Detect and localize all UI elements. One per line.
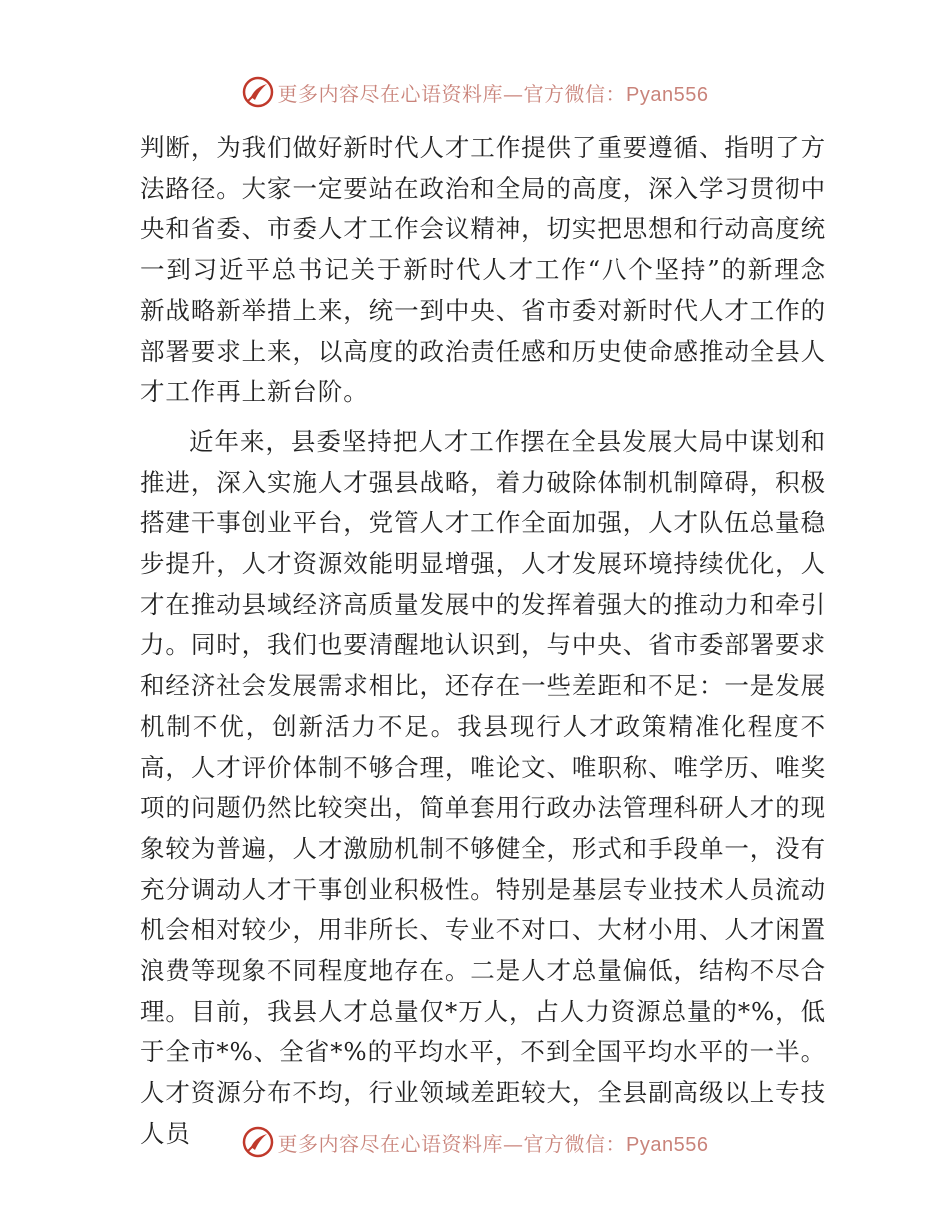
footer-banner [0, 1122, 950, 1162]
logo-icon [242, 1126, 274, 1158]
footer-banner-text: 更多内容尽在心语资料库—官方微信：Pyan556 [277, 1131, 709, 1156]
footer-banner-brand: Pyan556 [626, 1133, 709, 1156]
document-body [140, 128, 826, 1155]
paragraph-1: 判断，为我们做好新时代人才工作提供了重要遵循、指明了方法路径。大家一定要站在政治和全局的高度，深入学习贯彻中央和省委、市委人才工作会议精神，切实把思想和行动高度统一到习近平总书记关于新时代人才工作“八个坚持”的新理念新战略新举措上来，统一到中央、省市委对新时代人才工作的部署要求上来，以高度的政治责任感和历史使命感推动全县人才工作再上新台阶。 [140, 133, 826, 407]
header-banner-text: 更多内容尽在心语资料库—官方微信：Pyan556 [277, 81, 709, 106]
header-banner-brand: Pyan556 [626, 83, 709, 106]
header-banner [0, 72, 950, 112]
logo-icon [242, 76, 274, 108]
paragraph-2: 近年来，县委坚持把人才工作摆在全县发展大局中谋划和推进，深入实施人才强县战略，着力破除体制机制障碍，积极搭建干事创业平台，党管人才工作全面加强，人才队伍总量稳步提升，人才资源效能明显增强，人才发展环境持续优化，人才在推动县域经济高质量发展中的发挥着强大的推动力和牵引力。同时，我们也要清醒地认识到，与中央、省市委部署要求和经济社会发展需求相比，还存在一些差距和不足：一是发展机制不优，创新活力不足。我县现行人才政策精准化程度不高，人才评价体制不够合理，唯论文、唯职称、唯学历、唯奖项的问题仍然比较突出，简单套用行政办法管理科研人才的现象较为普遍，人才激励机制不够健全，形式和手段单一，没有充分调动人才干事创业积极性。特别是基层专业技术人员流动机会相对较少，用非所长、专业不对口、大材小用、人才闲置浪费等现象不同程度地存在。二是人才总量偏低，结构不尽合理。目前，我县人才总量仅*万人，占人力资源总量的*%，低于全市*%、全省*%的平均水平，不到全国平均水平的一半。人才资源分布不均，行业领域差距较大，全县副高级以上专技人员 [140, 426, 826, 1148]
